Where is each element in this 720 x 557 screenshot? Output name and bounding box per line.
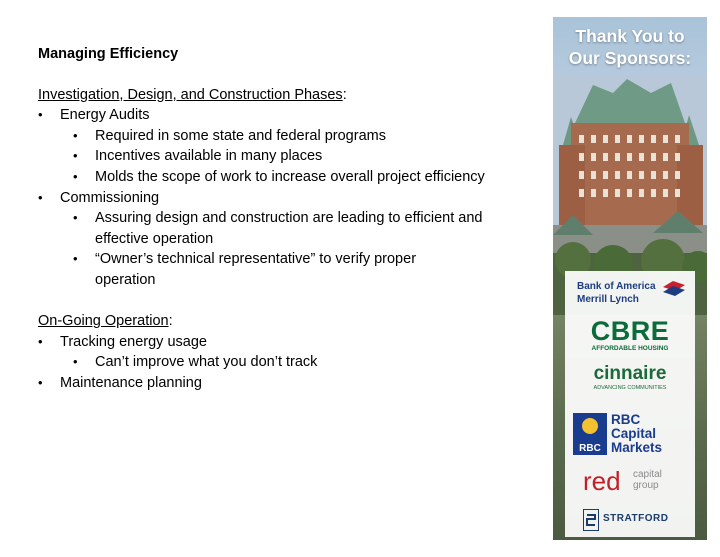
- list-item-label: Assuring design and construction are leading to efficient and effective operation: [95, 210, 483, 247]
- stratford-logo-text: STRATFORD: [603, 513, 669, 524]
- cinnaire-logo: [565, 363, 695, 391]
- sponsor-logos-panel: [565, 271, 695, 537]
- bullet-icon: •: [38, 189, 43, 205]
- cinnaire-logo-subtitle: ADVANCING COMMUNITIES: [593, 385, 667, 391]
- sponsor-banner-title-line2: Our Sponsors:: [568, 48, 692, 68]
- boa-logo-line1: Bank of America: [577, 281, 656, 292]
- bullet-icon: •: [38, 374, 43, 390]
- rbc-logo-line1: RBC: [611, 412, 641, 427]
- list-item: [38, 167, 538, 188]
- spacer: [38, 291, 538, 312]
- bank-of-america-logo: [565, 279, 695, 309]
- red-logo-subtitle: [633, 469, 662, 491]
- red-logo-sub-line2: group: [633, 480, 659, 491]
- sponsor-banner: [553, 17, 707, 540]
- list-item-maintenance: [38, 373, 538, 394]
- bullet-icon: •: [73, 251, 78, 267]
- cbre-logo-text: CBRE: [590, 316, 670, 346]
- cinnaire-logo-text: cinnaire: [593, 363, 667, 384]
- bullet-icon: •: [73, 210, 78, 226]
- list-item-label: Incentives available in many places: [95, 148, 323, 165]
- list-item-label: Commissioning: [60, 189, 160, 206]
- red-capital-group-logo: [565, 467, 695, 497]
- bullet-icon: •: [73, 127, 78, 143]
- cbre-logo: [565, 317, 695, 352]
- bullet-icon: •: [73, 168, 78, 184]
- section-heading-design-text: Investigation, Design, and Construction Phases: [38, 86, 343, 103]
- list-item: [38, 208, 505, 249]
- sponsor-banner-title: [553, 25, 707, 69]
- red-logo-sub-line1: capital: [633, 469, 662, 480]
- list-item-commissioning: [38, 188, 538, 209]
- cbre-logo-subtitle: AFFORDABLE HOUSING: [591, 345, 669, 352]
- list-item: [38, 146, 538, 167]
- section-heading-colon: :: [168, 313, 173, 330]
- red-logo-text: red: [583, 466, 621, 496]
- boa-flag-icon: [663, 281, 685, 297]
- section-heading-operation: [38, 311, 538, 332]
- rbc-logo-text: [611, 413, 662, 455]
- section-heading-colon: :: [342, 86, 347, 103]
- list-item-label: Required in some state and federal programs: [95, 127, 386, 144]
- list-item-label: Maintenance planning: [60, 374, 202, 391]
- bullet-icon: •: [73, 148, 78, 164]
- section-heading-design: [38, 85, 538, 106]
- section-heading-operation-text: On-Going Operation: [38, 313, 169, 330]
- list-item: [38, 249, 465, 290]
- rbc-logo-line3: Markets: [611, 440, 663, 455]
- list-item-label: “Owner’s technical representative” to verify proper operation: [95, 251, 417, 288]
- slide-title: Managing Efficiency: [38, 46, 179, 62]
- slide-content: [38, 44, 538, 394]
- list-item-energy-audits: [38, 105, 538, 126]
- list-item-label: Molds the scope of work to increase overall project efficiency: [95, 168, 485, 185]
- bullet-icon: •: [73, 354, 78, 370]
- list-item: [38, 352, 538, 373]
- bullet-list-design: [38, 105, 538, 290]
- list-item-label: Energy Audits: [60, 107, 150, 124]
- list-item: [38, 126, 538, 147]
- boa-logo-line2: Merrill Lynch: [577, 294, 639, 305]
- stratford-emblem-icon: [583, 509, 599, 531]
- list-item-tracking: [38, 332, 538, 353]
- bullet-icon: •: [38, 333, 43, 349]
- stratford-logo: [565, 509, 695, 531]
- rbc-logo-line2: Capital: [611, 426, 657, 441]
- rbc-badge-text: RBC: [579, 443, 601, 454]
- rbc-shield-icon: [573, 413, 607, 455]
- rbc-capital-markets-logo: [565, 413, 695, 457]
- sponsor-banner-title-line1: Thank You to: [575, 26, 685, 46]
- list-item-label: Can’t improve what you don’t track: [95, 354, 318, 371]
- bullet-icon: •: [38, 107, 43, 123]
- bullet-list-operation: [38, 332, 538, 394]
- list-item-label: Tracking energy usage: [60, 333, 207, 350]
